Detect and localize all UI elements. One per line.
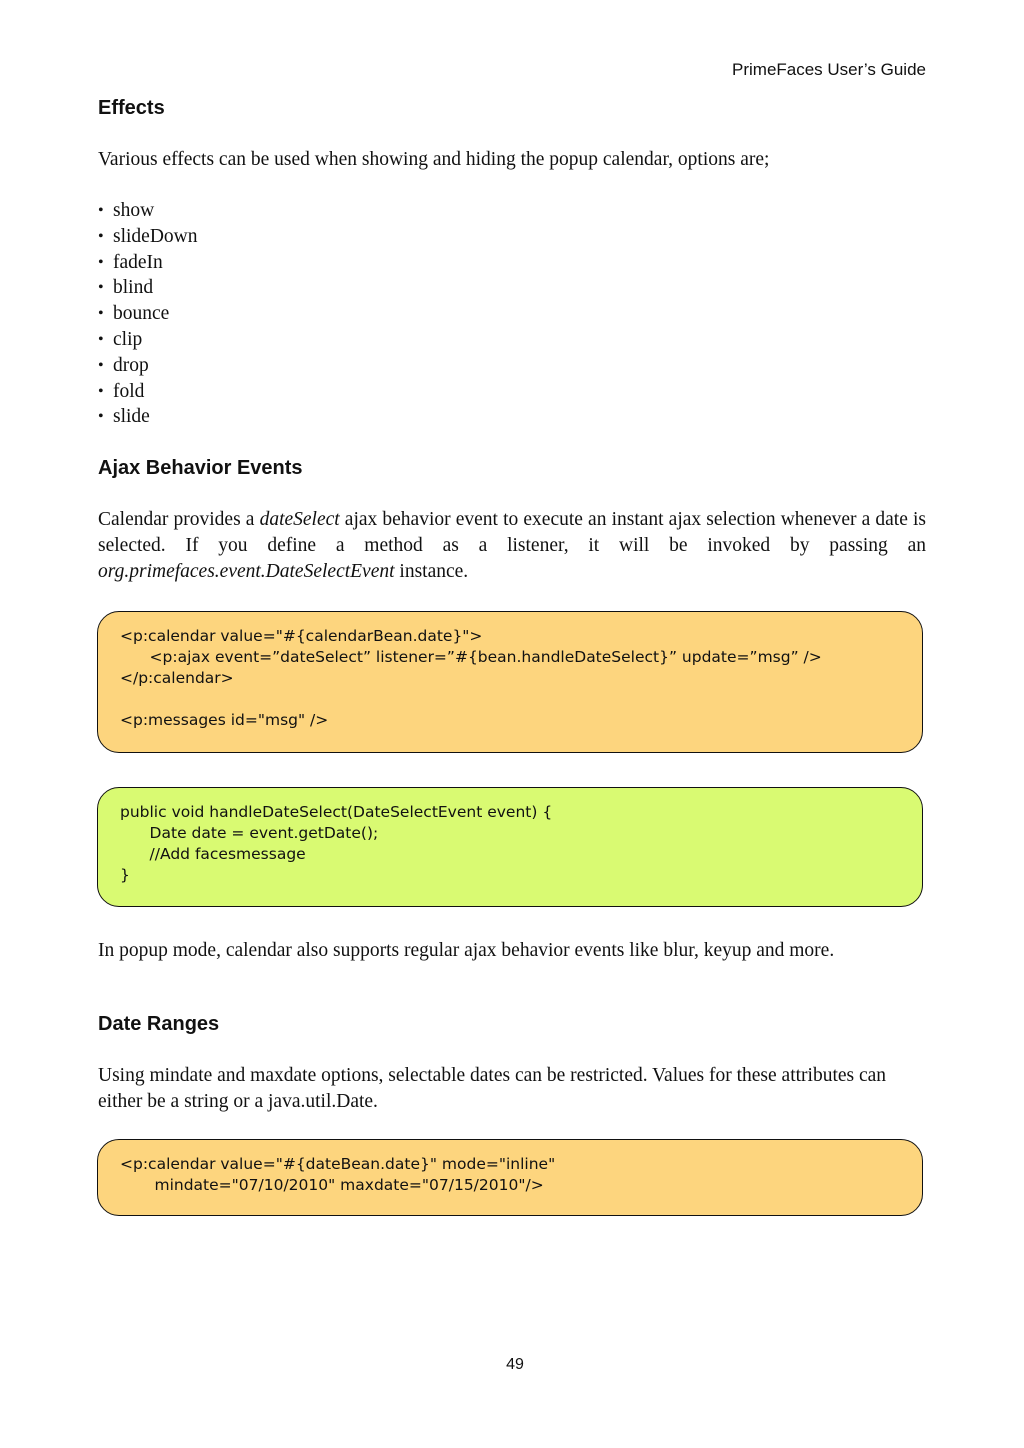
code-line: <p:ajax event=”dateSelect” listener=”#{bean.handleDateSelect}” update=”msg” /> <box>120 648 822 666</box>
code-line: <p:calendar value="#{calendarBean.date}"> <box>120 627 483 645</box>
code-line: } <box>120 866 130 884</box>
ajax-paragraph-text: instance. <box>394 561 469 582</box>
ajax-paragraph-text: ajax behavior event to execute an instant ajax selection whenever a date is selected. If you define a method as a listener, it will be invoked by passing an <box>98 509 926 556</box>
code-line: public void handleDateSelect(DateSelectEvent event) { <box>120 803 553 821</box>
date-ranges-heading: Date Ranges <box>98 1013 220 1035</box>
effects-list-item: • drop <box>98 353 198 379</box>
popup-mode-note: In popup mode, calendar also supports regular ajax behavior events like blur, keyup and more. <box>98 940 835 961</box>
code-block-calendar-ajax <box>97 611 923 753</box>
ajax-paragraph <box>98 507 926 585</box>
effects-list-item: • clip <box>98 327 198 353</box>
effects-list-item: • slideDown <box>98 224 198 250</box>
effects-list-item: • fold <box>98 379 198 405</box>
ajax-paragraph-text: Calendar provides a <box>98 509 260 530</box>
ajax-heading: Ajax Behavior Events <box>98 457 303 479</box>
code-block-date-range <box>97 1139 923 1216</box>
effects-list-item: • fadeIn <box>98 250 198 276</box>
effects-list-item: • slide <box>98 404 198 430</box>
code-line: mindate="07/10/2010" maxdate="07/15/2010"/> <box>120 1176 544 1194</box>
effects-intro: Various effects can be used when showing and hiding the popup calendar, options are; <box>98 149 770 170</box>
date-ranges-paragraph: Using mindate and maxdate options, selectable dates can be restricted. Values for these attributes can either be a string or a java.util.Date. <box>98 1065 887 1112</box>
code-line: <p:calendar value="#{dateBean.date}" mode="inline" <box>120 1155 556 1173</box>
code-line: //Add facesmessage <box>120 845 306 863</box>
running-header: PrimeFaces User’s Guide <box>732 60 926 79</box>
code-line: </p:calendar> <box>120 669 234 687</box>
effects-heading: Effects <box>98 97 165 119</box>
ajax-paragraph-emphasis: dateSelect <box>259 509 340 530</box>
effects-list <box>98 198 198 430</box>
code-line <box>120 689 900 710</box>
effects-list-item: • show <box>98 198 198 224</box>
page-number: 49 <box>506 1356 524 1373</box>
code-line: <p:messages id="msg" /> <box>120 711 329 729</box>
ajax-paragraph-emphasis: org.primefaces.event.DateSelectEvent <box>98 561 395 582</box>
code-block-java-handler <box>97 787 923 907</box>
effects-list-item: • blind <box>98 275 198 301</box>
effects-list-item: • bounce <box>98 301 198 327</box>
code-line: Date date = event.getDate(); <box>120 824 379 842</box>
